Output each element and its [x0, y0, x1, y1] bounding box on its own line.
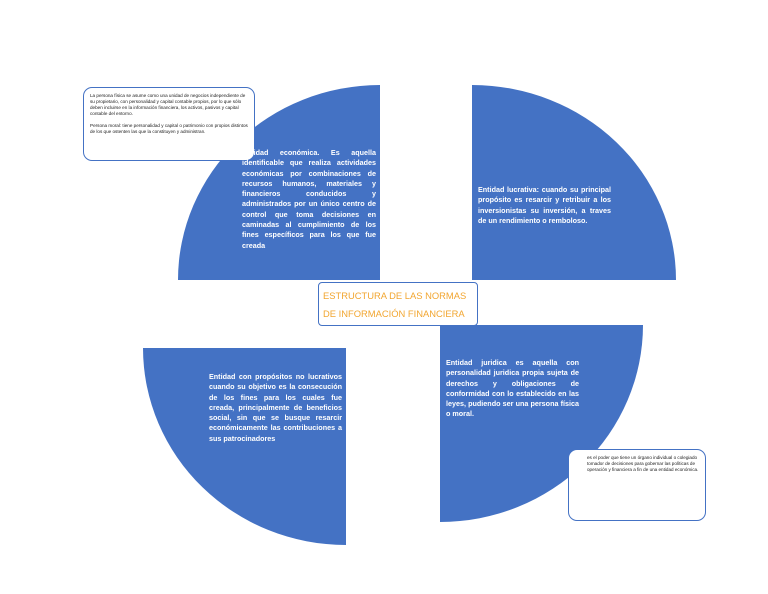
quadrant-bottom-left-text: Entidad con propósitos no lucrativos cuando su objetivo es la consecución de los fines para los cuales fue creada, principalmente de beneficios social, sin que se busque resarcir económicamente las contribuciones a sus patrocinadores	[209, 372, 342, 443]
title-box	[318, 282, 478, 326]
quadrant-top-right-text: Entidad lucrativa: cuando su principal propósito es resarcir y retribuir a los inversionistas su inversión, a traves de un rendimiento o remboloso.	[478, 185, 611, 225]
quadrant-top-right	[472, 85, 676, 280]
quadrant-bottom-right-text: Entidad juridica es aquella con personalidad juridica propia sujeta de derechos y obligaciones de conformidad con lo establecido en las leyes, pudiendo ser una persona física o moral.	[446, 358, 579, 419]
note-left-moral-person: Persona moral: tiene personalidad y capital o patrimonio con propios distintos de los que ostenten las que la constituyen y administran.	[90, 122, 248, 134]
quadrant-top-left-text: Entidad económica. Es aquella identificable que realiza actividades económicas por combinaciones de recursos humanos, materiales y financieros conducidos y administrados por un único centro de control que toma decisiones en caminadas al cumplimiento de los fines específicos para los que fue creada	[242, 148, 376, 250]
note-right	[568, 449, 706, 521]
note-left-physical-person: La persona física se asume como una unidad de negocios independiente de su propietario, con personalidad y capital contable propios, por lo que sólo deben incluirse en la información financiera, los activos, pasivos y capital contable del entorno.	[90, 93, 246, 116]
diagram-title: ESTRUCTURA DE LAS NORMAS DE INFORMACIÓN FINANCIERA	[323, 290, 467, 319]
note-left	[83, 87, 255, 161]
note-right-text: es el poder que tiene un órgano individual o colegiado tomador de decisiones para gobernar las políticas de operación y financiera a fin de una entidad económica.	[587, 455, 699, 472]
